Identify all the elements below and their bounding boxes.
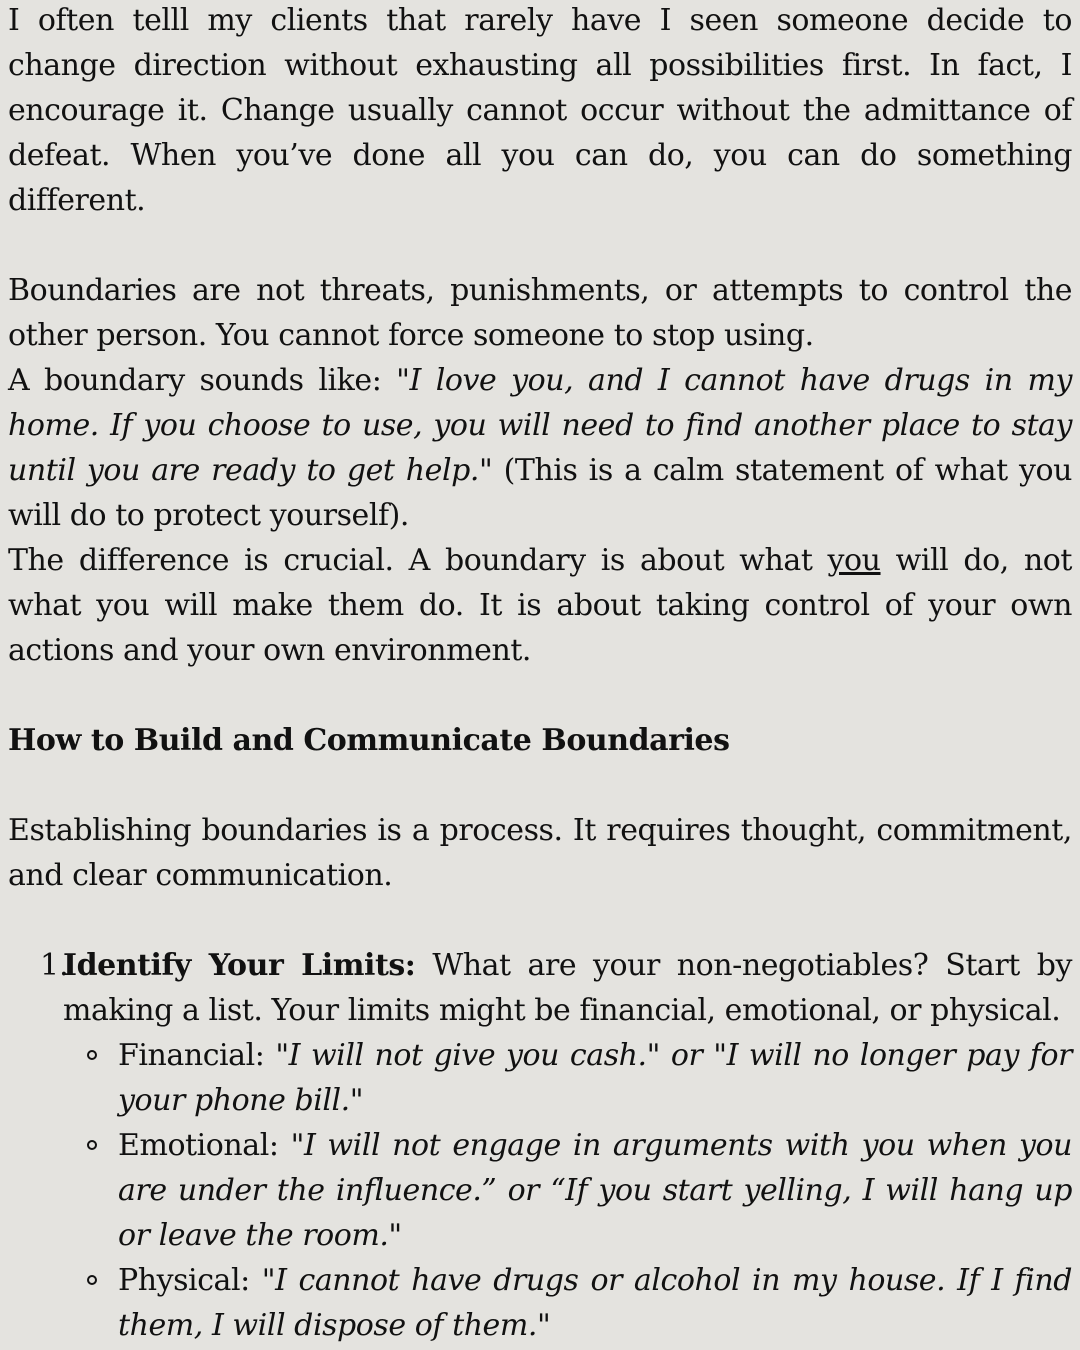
paragraph-spacer — [8, 763, 1072, 808]
difference-underlined-word: you — [827, 543, 881, 578]
section-heading: How to Build and Communicate Boundaries — [8, 723, 730, 758]
limits-examples-list — [63, 1033, 1072, 1348]
intro-paragraph: I often telll my clients that rarely have I seen someone decide to change direction without exhausting all possibilities first. In fact, I encourage it. Change usually cannot occur without the admittance of defeat. When you’ve done all you can do, you can do something different. — [8, 3, 1072, 218]
example-paragraph — [118, 1033, 1072, 1123]
difference-lead: The difference is crucial. A boundary is about what — [8, 543, 828, 578]
boundaries-definition-paragraph: Boundaries are not threats, punishments, or attempts to control the other person. You cannot force someone to stop using. — [8, 273, 1072, 353]
paragraph-spacer — [8, 898, 1072, 943]
example-label: Physical: " — [118, 1263, 276, 1298]
step-number: 1. — [40, 948, 69, 983]
difference-paragraph — [8, 538, 1072, 673]
hollow-bullet-icon — [87, 1140, 97, 1150]
example-label: Financial: — [118, 1038, 276, 1073]
example-quote: "I will not engage in arguments with you when you are under the influence.” or “If you start yelling, I will hang up or leave the room." — [118, 1128, 1072, 1253]
list-item-physical — [63, 1258, 1072, 1348]
boundary-example-tail: " (This is a calm statement of what you will do to protect yourself). — [8, 453, 1072, 533]
boundary-example-paragraph — [8, 358, 1072, 538]
hollow-bullet-icon — [87, 1050, 97, 1060]
section-intro-paragraph: Establishing boundaries is a process. It requires thought, commitment, and clear communication. — [8, 813, 1072, 893]
example-label: Emotional: — [118, 1128, 291, 1163]
difference-tail: will do, not what you will make them do. It is about taking control of your own actions and your own environment. — [8, 543, 1072, 668]
example-quote: "I will not give you cash." or "I will no longer pay for your phone bill." — [118, 1038, 1072, 1118]
steps-list — [8, 943, 1072, 1348]
step-title: Identify Your Limits: — [63, 948, 416, 983]
list-item-emotional — [63, 1123, 1072, 1258]
step-paragraph — [63, 943, 1072, 1033]
boundary-example-lead: A boundary sounds like: " — [8, 363, 410, 398]
list-item-financial — [63, 1033, 1072, 1123]
paragraph-spacer — [8, 673, 1072, 718]
example-quote: I cannot have drugs or alcohol in my house. If I find them, I will dispose of them." — [118, 1263, 1072, 1343]
paragraph-spacer — [8, 223, 1072, 268]
step-text: What are your non-negotiables? Start by making a list. Your limits might be financial, emotional, or physical. — [63, 948, 1073, 1028]
boundary-example-quote: I love you, and I cannot have drugs in my home. If you choose to use, you will need to find another place to stay until you are ready to get help. — [8, 363, 1072, 488]
example-paragraph — [118, 1123, 1072, 1258]
hollow-bullet-icon — [87, 1275, 97, 1285]
example-paragraph — [118, 1258, 1072, 1348]
